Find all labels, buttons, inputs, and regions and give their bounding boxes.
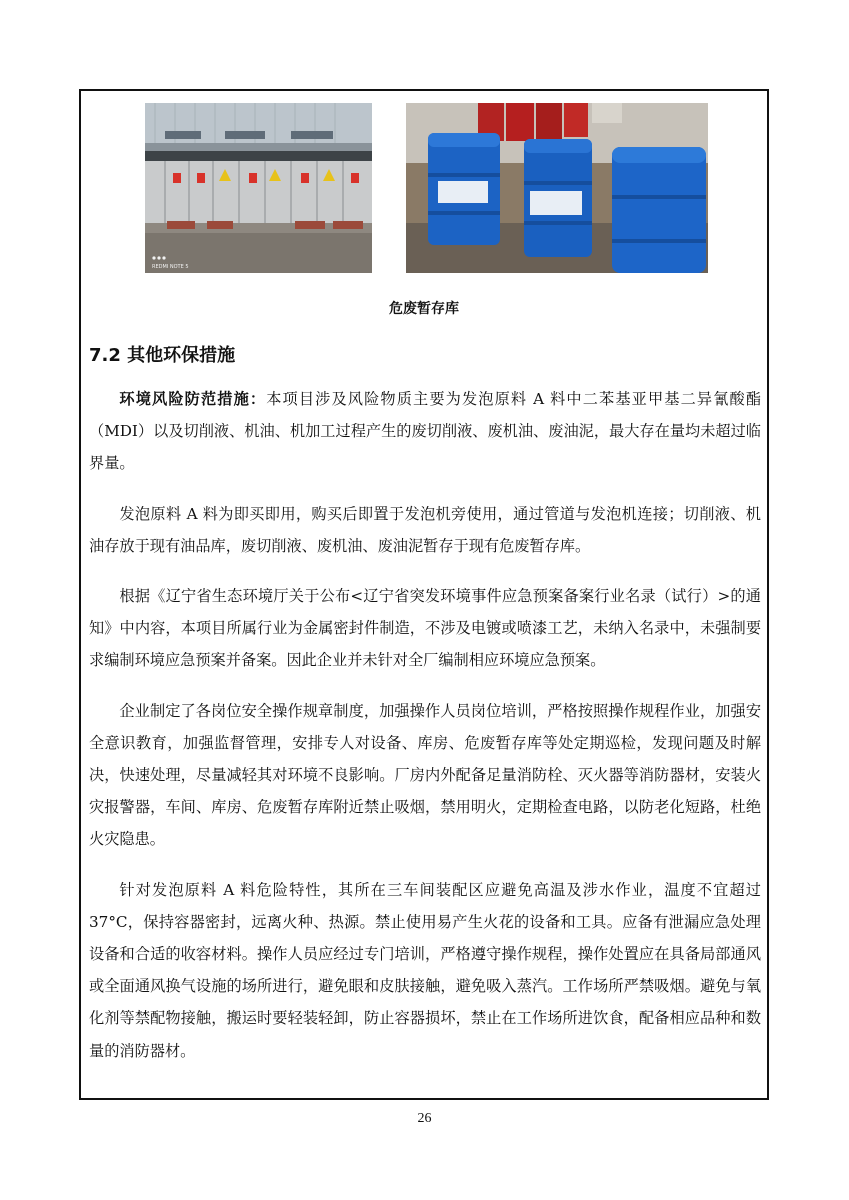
warehouse-exterior-photo xyxy=(145,103,372,273)
paragraph xyxy=(89,498,761,562)
paragraph xyxy=(89,695,761,856)
chemical-drums-photo xyxy=(406,103,708,273)
section-body xyxy=(89,383,761,1085)
paragraph-text: 发泡原料 A 料为即买即用，购买后即置于发泡机旁使用，通过管道与发泡机连接；切削液、机油存放于现有油品库，废切削液、废机油、废油泥暂存于现有危废暂存库。 xyxy=(89,504,761,555)
paragraph-text: 本项目涉及风险物质主要为发泡原料 A 料中二苯基亚甲基二异氰酸酯（MDI）以及切削液、机油、机加工过程产生的废切削液、废机油、废油泥，最大存在量均未超过临界量。 xyxy=(89,390,762,473)
content-frame xyxy=(79,89,769,1100)
paragraph xyxy=(89,383,761,480)
photo-caption: 危废暂存库 xyxy=(389,301,459,317)
paragraph-text: 企业制定了各岗位安全操作规章制度，加强操作人员岗位培训，严格按照操作规程作业，加强安全意识教育，加强监督管理，安排专人对设备、库房、危废暂存库等处定期巡检，发现问题及时解决，快速处理，尽量减轻其对环境不良影响。厂房内外配备足量消防栓、灭火器等消防器材，安装火灾报警器，车间、库房、危废暂存库附近禁止吸烟，禁用明火，定期检查电路，以防老化短路，杜绝火灾隐患。 xyxy=(89,701,761,849)
section-heading: 7.2 其他环保措施 xyxy=(89,345,236,366)
page-number: 26 xyxy=(417,1111,432,1126)
paragraph-text: 根据《辽宁省生态环境厅关于公布<辽宁省突发环境事件应急预案备案行业名录（试行）>的通知》中内容，本项目所属行业为金属密封件制造，不涉及电镀或喷漆工艺，未纳入名录中，未强制要求编制环境应急预案并备案。因此企业并未针对全厂编制相应环境应急预案。 xyxy=(89,587,761,670)
paragraph-lead: 环境风险防范措施： xyxy=(119,390,267,408)
paragraph xyxy=(89,580,761,677)
photo-watermark: REDMI NOTE 5 xyxy=(152,264,189,270)
paragraph-text: 针对发泡原料 A 料危险特性，其所在三车间装配区应避免高温及涉水作业，温度不宜超过 37°C，保持容器密封，远离火种、热源。禁止使用易产生火花的设备和工具。应备有泄漏应急处理设备和合适的收容材料。操作人员应经过专门培训，严格遵守操作规程，操作处置应在具备局部通风或全面通风换气设施的场所进行，避免眼和皮肤接触，避免吸入蒸汽。工作场所严禁吸烟。避免与氧化剂等禁配物接触，搬运时要轻装轻卸，防止容器损坏，禁止在工作场所进饮食，配备相应品种和数量的消防器材。 xyxy=(89,880,761,1060)
paragraph xyxy=(89,874,761,1067)
